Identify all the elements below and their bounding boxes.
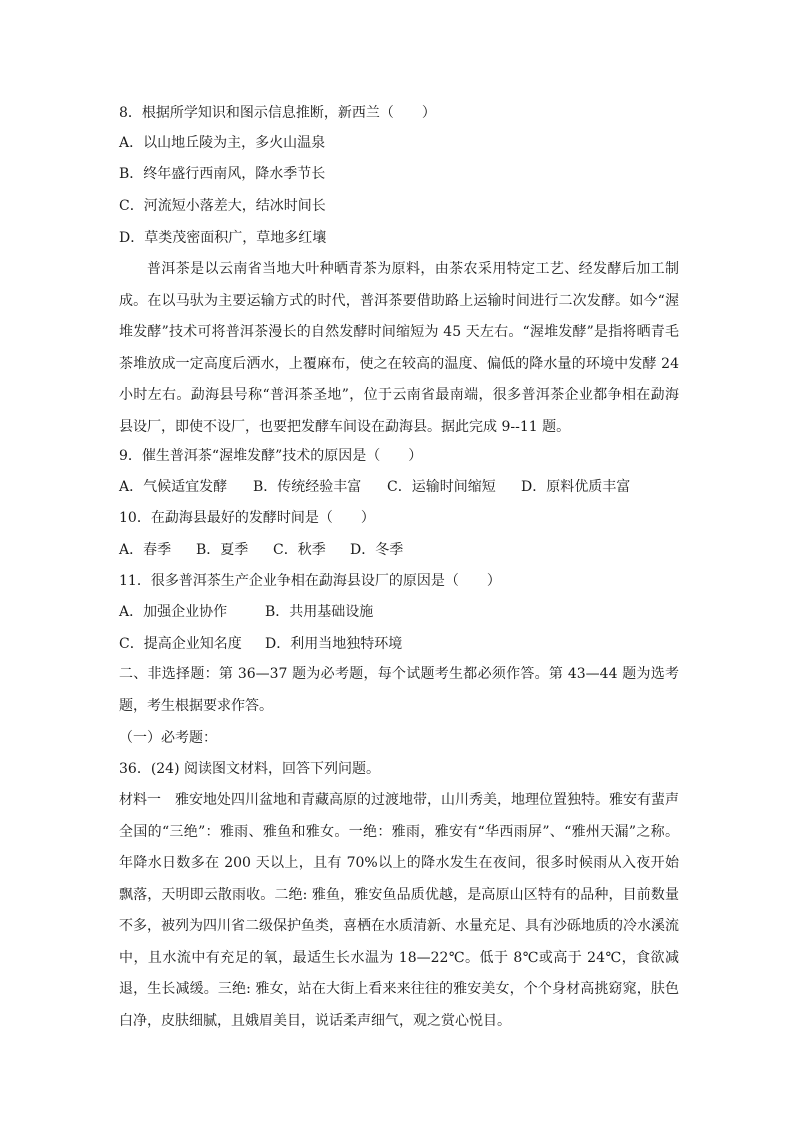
question-8-stem: 8．根据所学知识和图示信息推断，新西兰（ ） [119,105,436,121]
question-10-option-b: B．夏季 [196,542,249,558]
question-10-stem: 10．在勐海县最好的发酵时间是（ ） [119,510,375,526]
question-11-option-b: B．共用基础设施 [265,604,374,620]
question-9-option-b: B．传统经验丰富 [253,479,362,495]
question-10-options [119,540,403,560]
question-10-option-d: D．冬季 [350,542,404,558]
question-36-stem: 36．(24) 阅读图文材料，回答下列问题。 [119,761,381,777]
question-11-stem: 11．很多普洱茶生产企业争相在勐海县设厂的原因是（ ） [119,573,501,589]
question-10-option-c: C．秋季 [273,542,326,558]
section-2-intro: 二、非选择题：第 36—37 题为必考题，每个试题考生都必须作答。第 43—44 题为选考题，考生根据要求作答。 [119,666,679,714]
question-9-option-c: C．运输时间缩短 [387,479,496,495]
question-8-option-c: C．河流短小落差大，结冰时间长 [119,198,326,214]
question-9-option-a: A．气候适宜发酵 [119,479,228,495]
question-11-option-a: A．加强企业协作 [119,604,228,620]
question-11-options-row2 [119,634,402,654]
passage-pu-er-tea: 普洱茶是以云南省当地大叶种晒青茶为原料，由茶农采用特定工艺、经发酵后加工制成。在以马驮为主要运输方式的时代，普洱茶要借助路上运输时间进行二次发酵。如今“渥堆发酵”技术可将普洱茶漫长的自然发酵时间缩短为 45 天左右。“渥堆发酵”是指将晒青毛茶堆放成一定高度后洒水，上覆麻布，使之在较高的温度、偏低的降水量的环境中发酵 24 小时左右。勐海县号称“普洱茶圣地”，位于云南省最南端，很多普洱茶企业都争相在勐海县设厂，即使不设厂，也要把发酵车间设在勐海县。据此完成 9--11 题。 [119,261,679,435]
question-11-options-row1 [119,602,373,622]
question-11-option-c: C．提高企业知名度 [119,636,242,652]
required-questions-heading: （一）必考题： [119,730,217,746]
question-8-option-a: A．以山地丘陵为主，多火山温泉 [119,135,326,151]
question-8-option-b: B．终年盛行西南风，降水季节长 [119,166,326,182]
question-10-option-a: A．春季 [119,542,172,558]
question-8-option-d: D．草类茂密面积广，草地多红壤 [119,230,327,246]
question-9-option-d: D．原料优质丰富 [521,479,631,495]
material-1-paragraph: 材料一 雅安地处四川盆地和青藏高原的过渡地带，山川秀美，地理位置独特。雅安有蜚声全国的“三绝”：雅雨、雅鱼和雅女。一绝：雅雨，雅安有“华西雨屏”、“雅州天漏”之称。年降水日数多在 200 天以上，且有 70%以上的降水发生在夜间，很多时候雨从入夜开始飘落，天明即云散雨收。二绝: 雅鱼，雅安鱼品质优越，是高原山区特有的品种，目前数量不多，被列为四川省二级保护鱼类，喜栖在水质清新、水量充足、具有沙砾地质的冷水溪流中，且水流中有充足的氧，最适生长水温为 18—22℃。低于 8℃或高于 24℃，食欲减退，生长减缓。三绝: 雅女，站在大街上看来来往往的雅安美女，个个身材高挑窈窕，肤色白净，皮肤细腻，且娥眉美目，说话柔声细气，观之赏心悦目。 [119,792,679,1029]
question-9-options [119,477,630,497]
question-11-option-d: D．利用当地独特环境 [265,636,403,652]
question-9-stem: 9．催生普洱茶“渥堆发酵”技术的原因是（ ） [119,448,423,464]
